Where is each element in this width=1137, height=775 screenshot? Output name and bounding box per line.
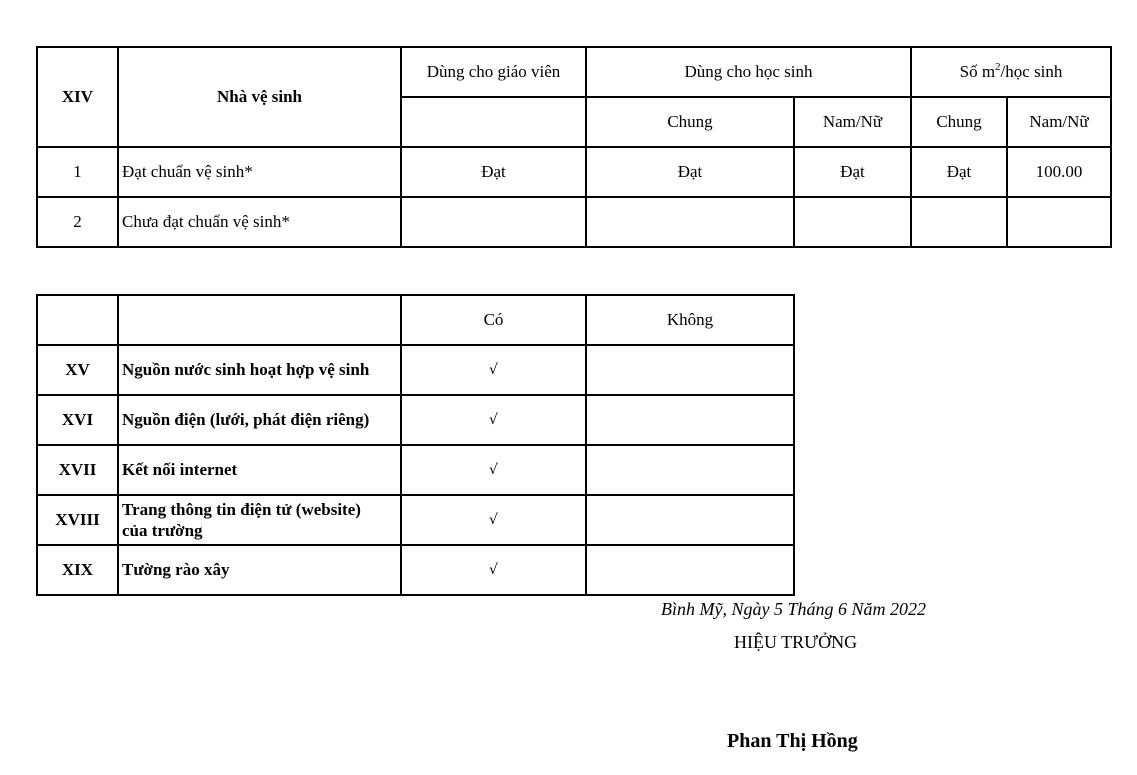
table-header-row	[37, 47, 1111, 97]
row-label: Kết nối internet	[118, 445, 401, 495]
row-number: 2	[37, 197, 118, 247]
row-code: XIX	[37, 545, 118, 595]
ratio-suffix: /học sinh	[1000, 62, 1063, 81]
section-code: XIV	[37, 47, 118, 147]
cell-student-chung: Đạt	[586, 147, 794, 197]
cell-no	[586, 545, 794, 595]
ratio-superscript: 2	[995, 61, 1001, 73]
col-student-header: Dùng cho học sinh	[586, 47, 911, 97]
table-row	[37, 395, 794, 445]
cell-teacher	[401, 197, 586, 247]
col-ratio-header	[911, 47, 1111, 97]
row-code: XV	[37, 345, 118, 395]
cell-no	[586, 495, 794, 545]
cell-ratio-chung: Đạt	[911, 147, 1007, 197]
cell-ratio-namnu: 100.00	[1007, 147, 1111, 197]
ratio-prefix: Số m	[959, 62, 996, 81]
row-code: XVII	[37, 445, 118, 495]
check-mark: √	[401, 445, 586, 495]
cell-student-chung	[586, 197, 794, 247]
table-row	[37, 445, 794, 495]
row-label: Chưa đạt chuẩn vệ sinh*	[118, 197, 401, 247]
cell-no	[586, 445, 794, 495]
section-title: Nhà vệ sinh	[118, 47, 401, 147]
sub-student-chung: Chung	[586, 97, 794, 147]
check-mark: √	[401, 395, 586, 445]
check-mark: √	[401, 545, 586, 595]
row-label-line2: của trường	[122, 521, 203, 540]
table-row	[37, 147, 1111, 197]
cell-student-namnu: Đạt	[794, 147, 911, 197]
row-label-line1: Trang thông tin điện tử (website)	[122, 500, 361, 519]
cell-no	[586, 345, 794, 395]
empty-cell	[118, 295, 401, 345]
table-row	[37, 495, 794, 545]
table-row	[37, 197, 1111, 247]
signature-name: Phan Thị Hồng	[727, 730, 858, 752]
facilities-table	[36, 294, 795, 596]
cell-no	[586, 395, 794, 445]
row-number: 1	[37, 147, 118, 197]
col-yes-header: Có	[401, 295, 586, 345]
col-teacher-header: Dùng cho giáo viên	[401, 47, 586, 97]
empty-cell	[401, 97, 586, 147]
row-label: Đạt chuẩn vệ sinh*	[118, 147, 401, 197]
check-mark: √	[401, 495, 586, 545]
sub-ratio-namnu: Nam/Nữ	[1007, 97, 1111, 147]
col-no-header: Không	[586, 295, 794, 345]
row-label: Tường rào xây	[118, 545, 401, 595]
row-code: XVIII	[37, 495, 118, 545]
row-label: Nguồn nước sinh hoạt hợp vệ sinh	[118, 345, 401, 395]
toilet-table	[36, 46, 1112, 248]
signature-place-date: Bình Mỹ, Ngày 5 Tháng 6 Năm 2022	[661, 599, 926, 619]
row-code: XVI	[37, 395, 118, 445]
cell-ratio-namnu	[1007, 197, 1111, 247]
cell-ratio-chung	[911, 197, 1007, 247]
cell-teacher: Đạt	[401, 147, 586, 197]
cell-student-namnu	[794, 197, 911, 247]
row-label	[118, 495, 401, 545]
sub-student-namnu: Nam/Nữ	[794, 97, 911, 147]
check-mark: √	[401, 345, 586, 395]
row-label: Nguồn điện (lưới, phát điện riêng)	[118, 395, 401, 445]
table-row	[37, 545, 794, 595]
table-row	[37, 345, 794, 395]
signature-title: HIỆU TRƯỞNG	[734, 632, 858, 652]
empty-cell	[37, 295, 118, 345]
table-header-row	[37, 295, 794, 345]
sub-ratio-chung: Chung	[911, 97, 1007, 147]
